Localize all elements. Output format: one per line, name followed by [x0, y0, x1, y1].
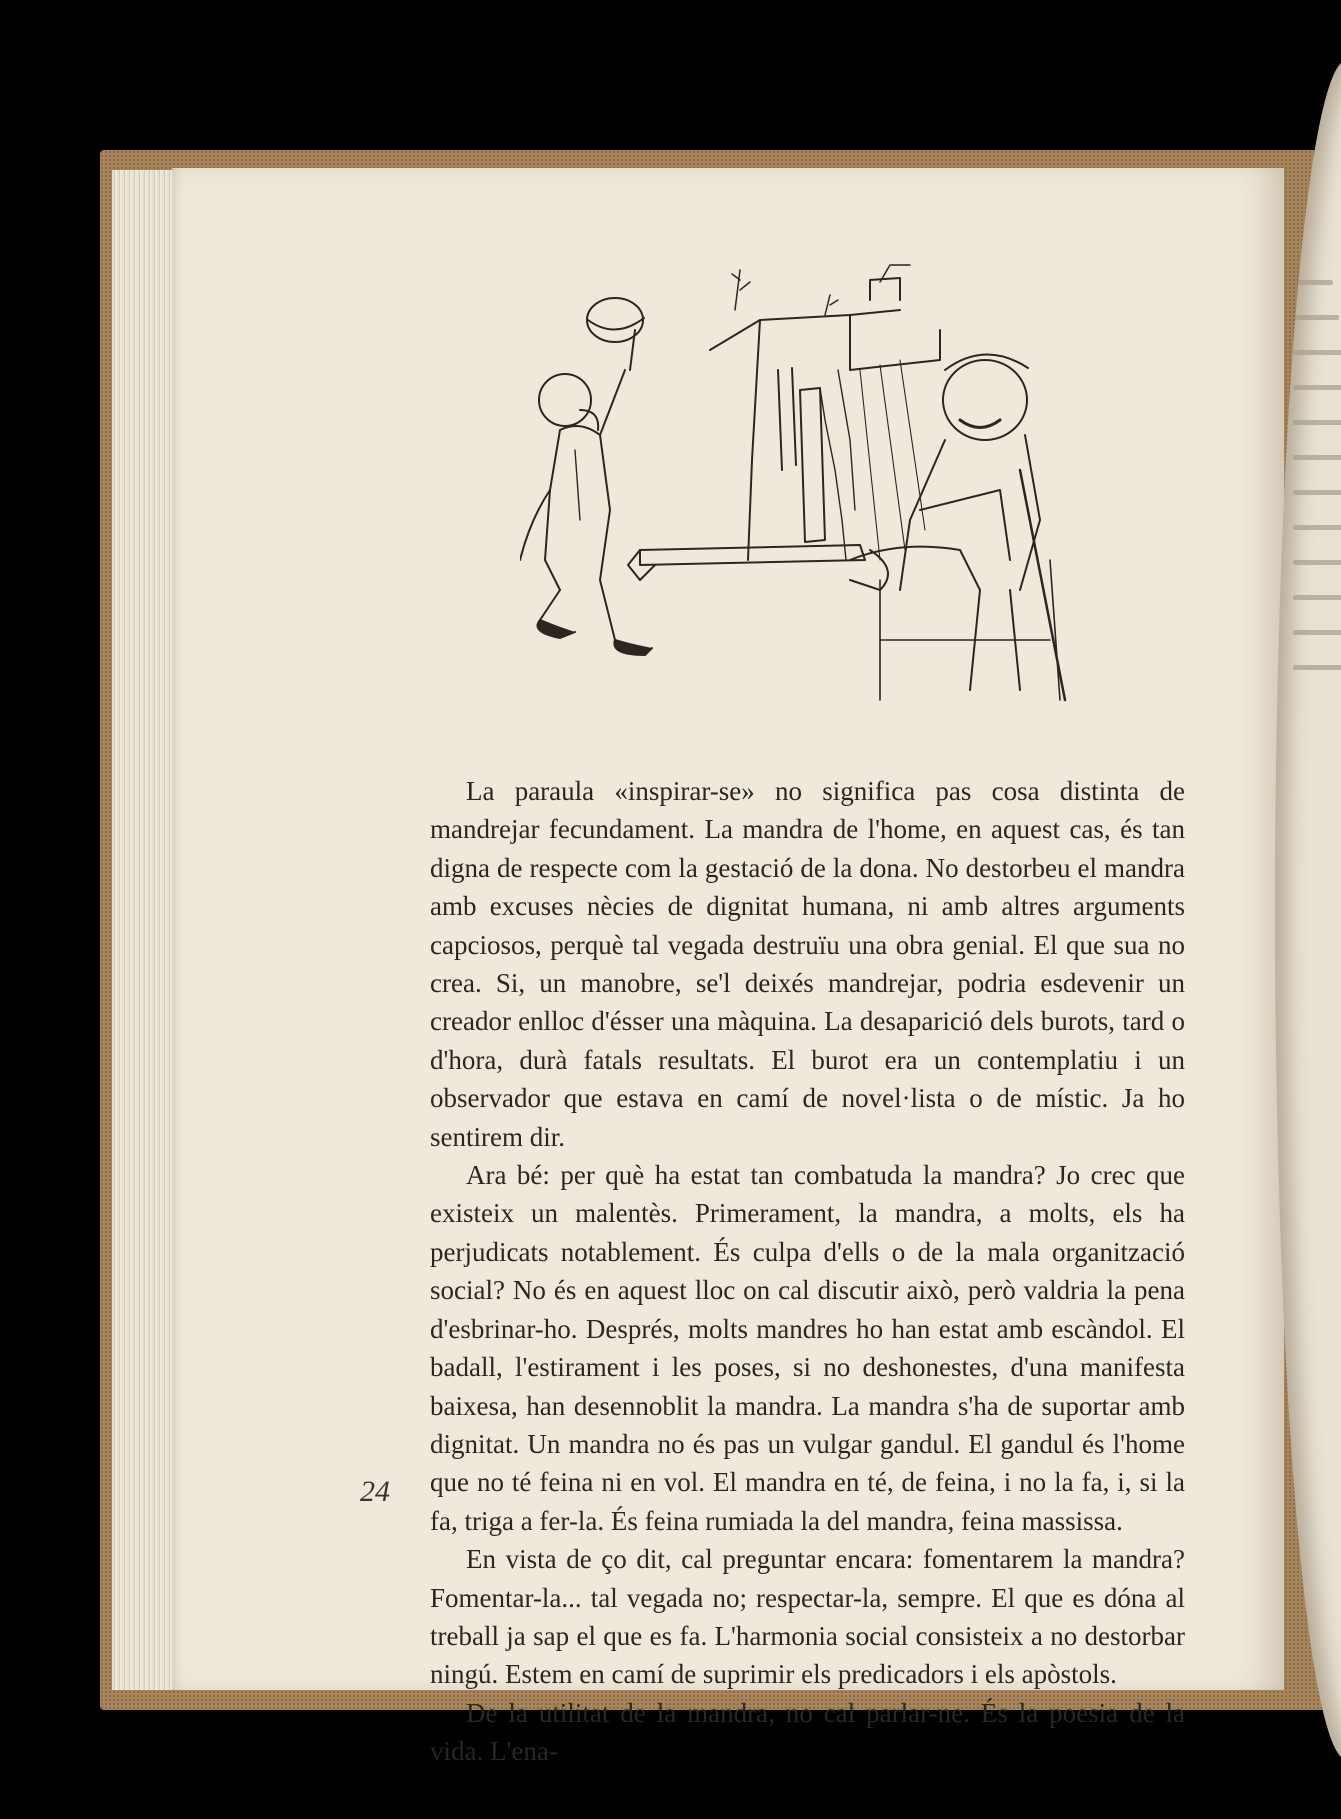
- paragraph: Ara bé: per què ha estat tan combatuda la mandra? Jo crec que existeix un malentès. Primerament, la mandra, a molts, els ha perjudicats notablement. És culpa d'ells o de la mala organització social? No és en aquest lloc on cal discutir això, però valdria la pena d'esbrinar-ho. Després, molts mandres ho han estat amb escàndol. El badall, l'estirament i les poses, si no deshonestes, d'una manifesta baixesa, han desennoblit la mandra. La mandra s'ha de suportar amb dignitat. Un mandra no és pas un vulgar gandul. El gandul és l'home que no té feina ni en vol. El mandra en té, de feina, i no la fa, i, si la fa, triga a fer-la. És feina rumiada la del mandra, feina massissa.: [430, 1160, 1185, 1536]
- paragraph: De la utilitat de la mandra, no cal parlar-ne. És la poesia de la vida. L'ena-: [430, 1697, 1185, 1767]
- paragraph: En vista de ço dit, cal preguntar encara: fomentarem la mandra? Fomentar-la... tal vegada no; respectar-la, sempre. El que es dóna al treball ja sap el que es fa. L'harmonia social consisteix a no destorbar ningú. Estem en camí de suprimir els predicadors i els apòstols.: [430, 1544, 1185, 1690]
- body-text: [430, 772, 1185, 1771]
- paragraph: La paraula «inspirar-se» no significa pas cosa distinta de mandrejar fecundament. La mandra de l'home, en aquest cas, és tan digna de respecte com la gestació de la dona. No destorbeu el mandra amb excuses nècies de dignitat humana, ni amb altres arguments capciosos, perquè tal vegada destruïu una obra genial. El que sua no crea. Si, un manobre, se'l deixés mandrejar, podria esdevenir un creador enlloc d'ésser una màquina. La desaparició dels burots, tard o d'hora, durà fatals resultats. El burot era un contemplatiu i un observador que estava en camí de novel·lista o de místic. Ja ho sentirem dir.: [430, 776, 1185, 1152]
- ink-illustration: [520, 260, 1140, 720]
- page-number: 24: [360, 1475, 390, 1508]
